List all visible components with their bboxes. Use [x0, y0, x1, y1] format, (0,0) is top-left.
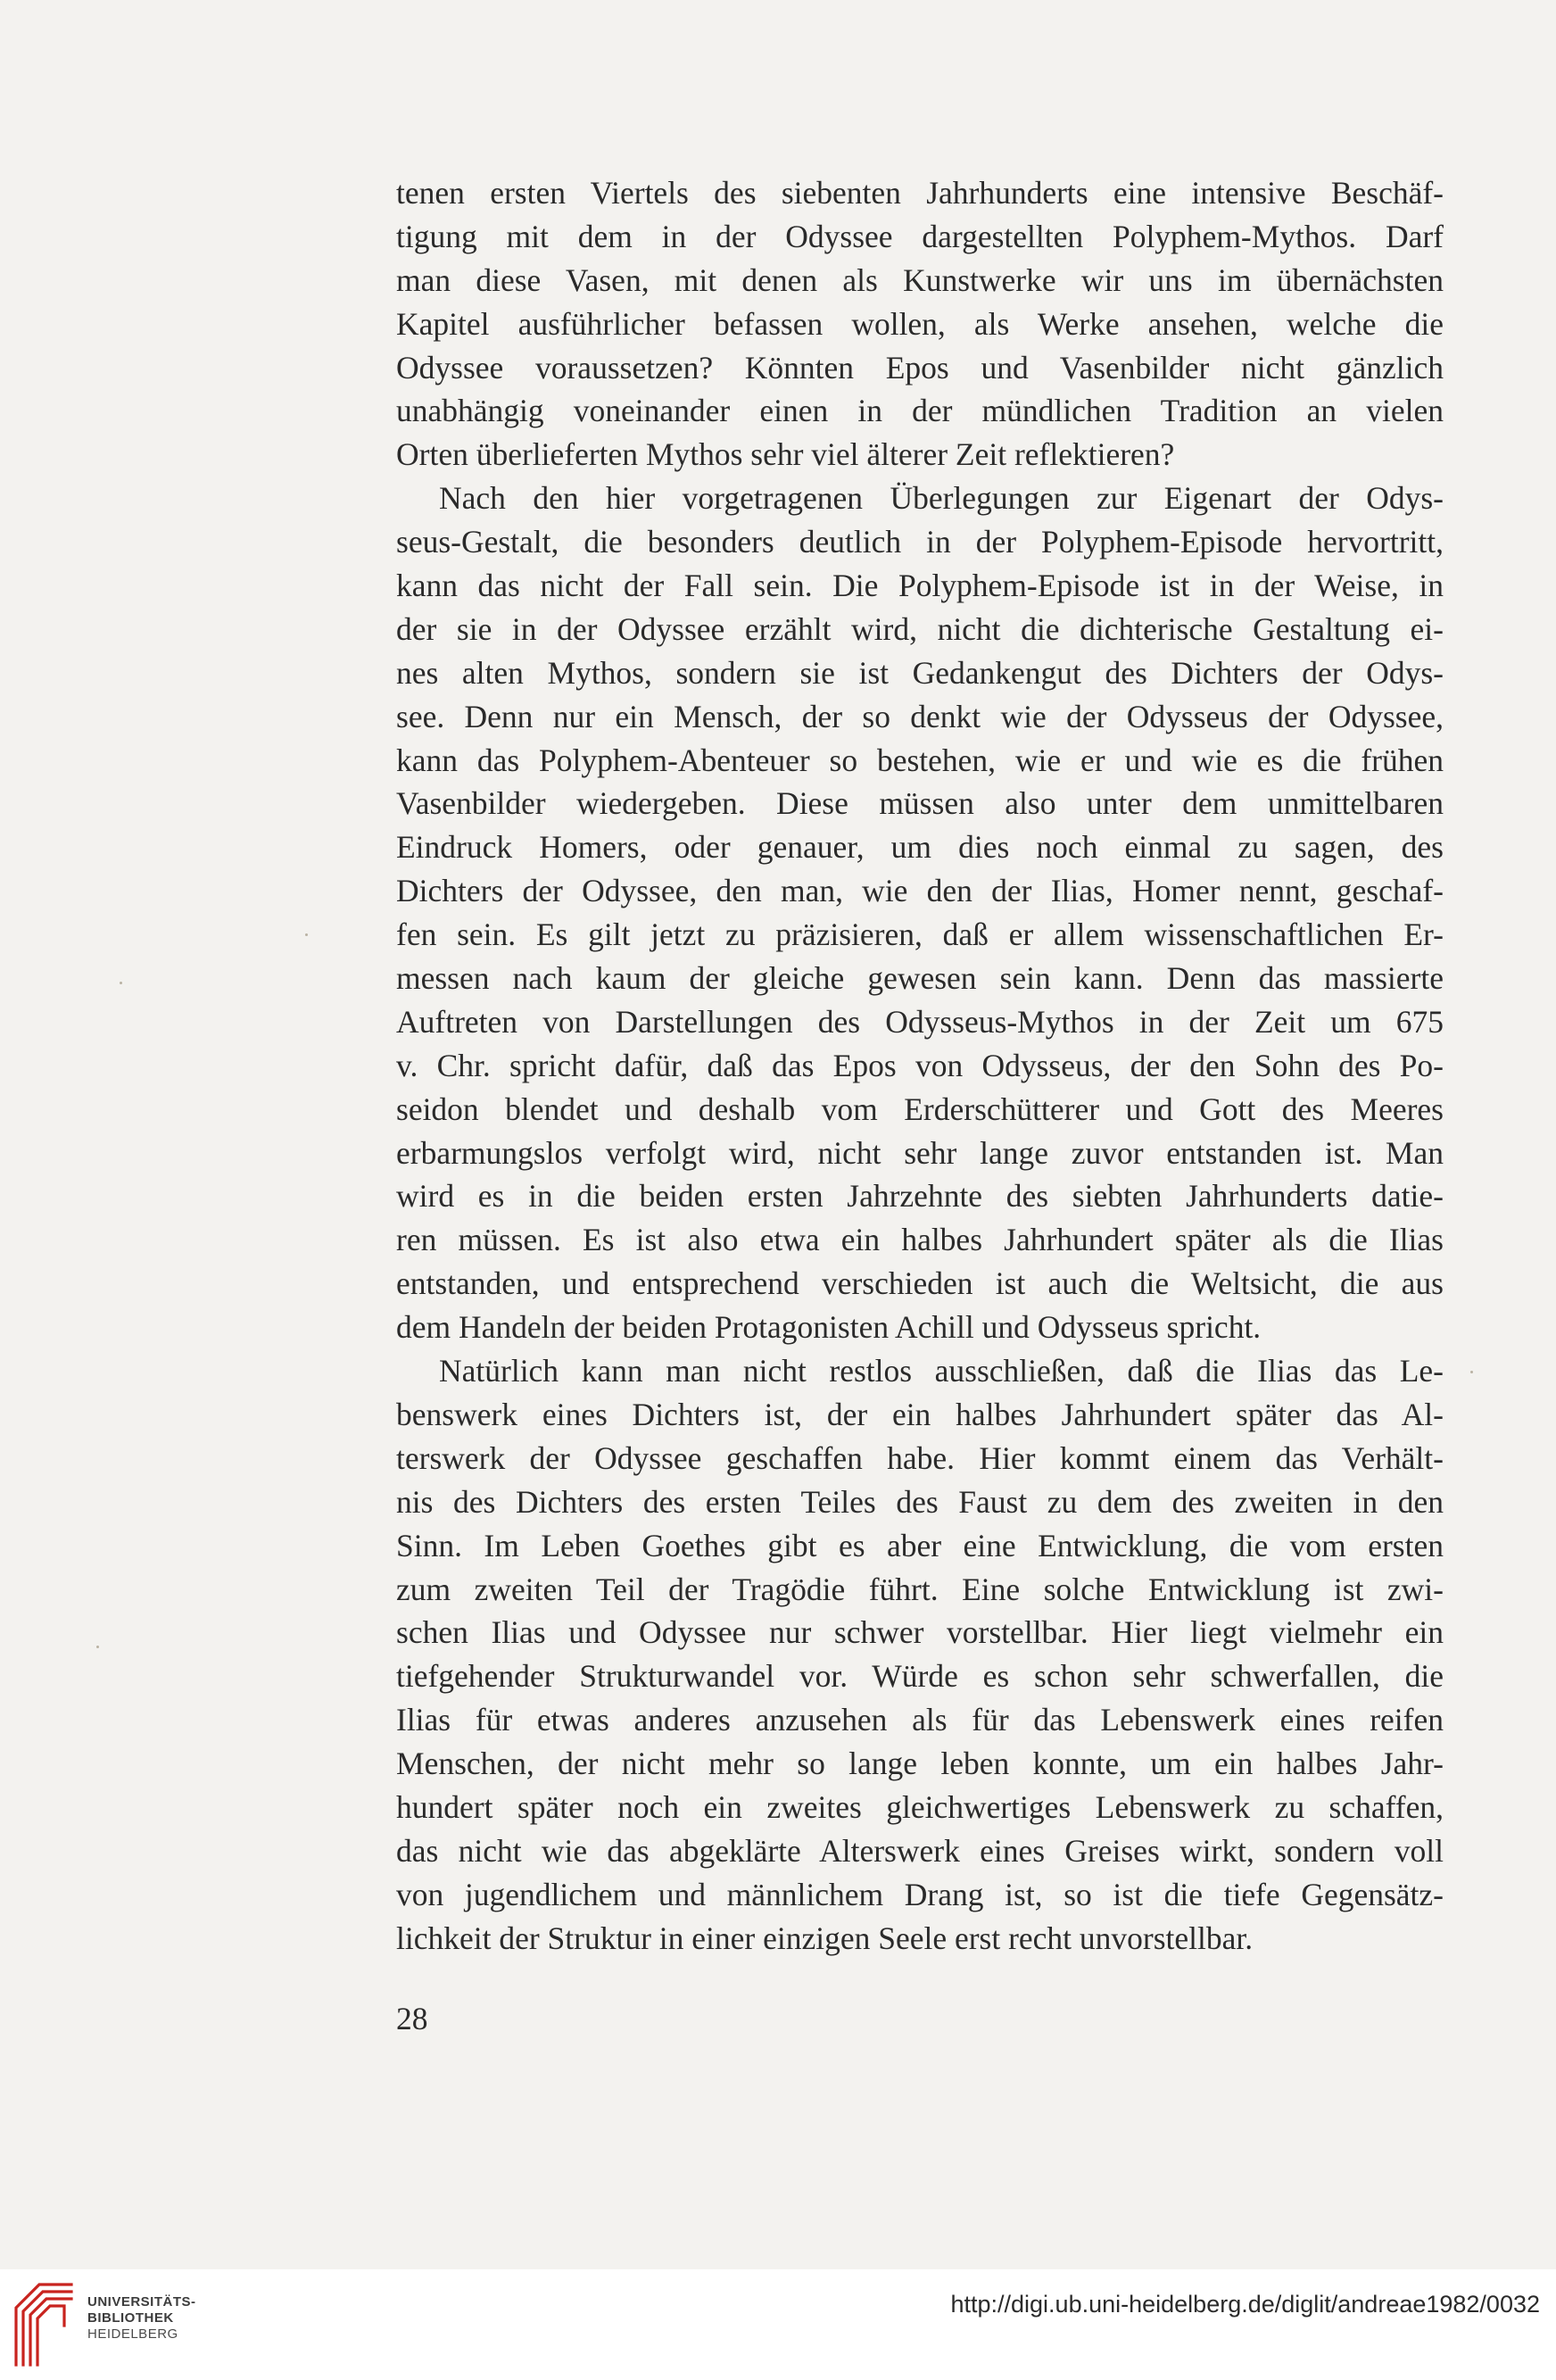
- text-line: see. Denn nur ein Mensch, der so denkt wie der Odysseus der Odyssee,: [396, 698, 1444, 734]
- text-line: seidon blendet und deshalb vom Erderschütterer und Gott des Meeres: [396, 1090, 1444, 1127]
- text-line: unabhängig voneinander einen in der mündlichen Tradition an vielen: [396, 393, 1444, 429]
- text-line: ren müssen. Es ist also etwa ein halbes Jahrhundert später als die Ilias: [396, 1222, 1444, 1258]
- text-line: Vasenbilder wiedergeben. Diese müssen also unter dem unmittelbaren: [396, 785, 1444, 822]
- text-line: erbarmungslos verfolgt wird, nicht sehr lange zuvor entstanden ist. Man: [396, 1134, 1444, 1171]
- text-line: seus-Gestalt, die besonders deutlich in der Polyphem-Episode hervortritt,: [396, 524, 1444, 560]
- text-line: kann das Polyphem-Abenteuer so bestehen, wie er und wie es die frühen: [396, 742, 1444, 778]
- text-line: Kapitel ausführlicher befassen wollen, als Werke ansehen, welche die: [396, 305, 1444, 342]
- library-name-line: BIBLIOTHEK: [87, 2310, 174, 2326]
- text-line: Orten überlieferten Mythos sehr viel älterer Zeit reflektieren?: [396, 436, 1175, 473]
- footer-bar: [0, 2269, 1556, 2380]
- text-line: terswerk der Odyssee geschaffen habe. Hier kommt einem das Verhält-: [396, 1439, 1444, 1476]
- text-line: das nicht wie das abgeklärte Alterswerk eines Greises wirkt, sondern voll: [396, 1832, 1444, 1869]
- text-line: von jugendlichem und männlichem Drang ist, so ist die tiefe Gegensätz-: [396, 1876, 1444, 1912]
- scan-speck: [120, 982, 122, 984]
- text-line: Odyssee voraussetzen? Könnten Epos und Vasenbilder nicht gänzlich: [396, 349, 1444, 386]
- library-name-line: HEIDELBERG: [87, 2326, 178, 2342]
- text-line: Auftreten von Darstellungen des Odysseus-Mythos in der Zeit um 675: [396, 1003, 1444, 1040]
- text-line: nes alten Mythos, sondern sie ist Gedankengut des Dichters der Odys-: [396, 654, 1444, 691]
- library-name: [87, 2294, 196, 2343]
- text-line: zum zweiten Teil der Tragödie führt. Eine solche Entwicklung ist zwi-: [396, 1571, 1444, 1607]
- text-line: der sie in der Odyssee erzählt wird, nicht die dichterische Gestaltung ei-: [396, 610, 1444, 647]
- text-line: v. Chr. spricht dafür, daß das Epos von Odysseus, der den Sohn des Po-: [396, 1047, 1444, 1083]
- body-text: [396, 171, 1444, 1961]
- text-line: Eindruck Homers, oder genauer, um dies noch einmal zu sagen, des: [396, 829, 1444, 866]
- text-line: dem Handeln der beiden Protagonisten Achill und Odysseus spricht.: [396, 1309, 1262, 1346]
- text-line: tenen ersten Viertels des siebenten Jahrhunderts eine intensive Beschäf-: [396, 175, 1444, 211]
- text-line: wird es in die beiden ersten Jahrzehnte des siebten Jahrhunderts datie-: [396, 1178, 1444, 1215]
- text-line: fen sein. Es gilt jetzt zu präzisieren, daß er allem wissenschaftlichen Er-: [396, 916, 1444, 953]
- text-line: kann das nicht der Fall sein. Die Polyphem-Episode ist in der Weise, in: [396, 568, 1444, 604]
- text-line: Nach den hier vorgetragenen Überlegungen zur Eigenart der Odys-: [439, 480, 1444, 517]
- text-line: lichkeit der Struktur in einer einzigen Seele erst recht unvorstellbar.: [396, 1920, 1254, 1956]
- page-number: 28: [396, 2001, 428, 2036]
- text-line: nis des Dichters des ersten Teiles des Faust zu dem des zweiten in den: [396, 1483, 1444, 1520]
- text-line: Sinn. Im Leben Goethes gibt es aber eine Entwicklung, die vom ersten: [396, 1527, 1444, 1563]
- library-name-line: UNIVERSITÄTS-: [87, 2294, 196, 2310]
- text-line: entstanden, und entsprechend verschieden ist auch die Weltsicht, die aus: [396, 1265, 1444, 1302]
- text-line: Menschen, der nicht mehr so lange leben konnte, um ein halbes Jahr-: [396, 1746, 1444, 1782]
- text-line: hundert später noch ein zweites gleichwertiges Lebenswerk zu schaffen,: [396, 1788, 1444, 1825]
- scan-speck: [96, 1646, 99, 1648]
- text-line: Dichters der Odyssee, den man, wie den der Ilias, Homer nennt, geschaf-: [396, 873, 1444, 909]
- text-line: messen nach kaum der gleiche gewesen sein kann. Denn das massierte: [396, 960, 1444, 997]
- text-line: tiefgehender Strukturwandel vor. Würde es schon sehr schwerfallen, die: [396, 1658, 1444, 1695]
- text-line: Natürlich kann man nicht restlos ausschließen, daß die Ilias das Le-: [439, 1353, 1444, 1389]
- source-url-link[interactable]: http://digi.ub.uni-heidelberg.de/diglit/andreae1982/0032: [950, 2291, 1540, 2318]
- scan-speck: [1470, 1371, 1473, 1373]
- scan-speck: [305, 933, 308, 936]
- text-line: man diese Vasen, mit denen als Kunstwerke wir uns im übernächsten: [396, 261, 1444, 298]
- text-line: schen Ilias und Odyssee nur schwer vorstellbar. Hier liegt vielmehr ein: [396, 1614, 1444, 1651]
- heidelberg-library-logo-icon: [12, 2281, 75, 2368]
- text-line: tigung mit dem in der Odyssee dargestellten Polyphem-Mythos. Darf: [396, 218, 1444, 254]
- text-line: benswerk eines Dichters ist, der ein halbes Jahrhundert später das Al-: [396, 1396, 1444, 1432]
- text-line: Ilias für etwas anderes anzusehen als für das Lebenswerk eines reifen: [396, 1702, 1444, 1738]
